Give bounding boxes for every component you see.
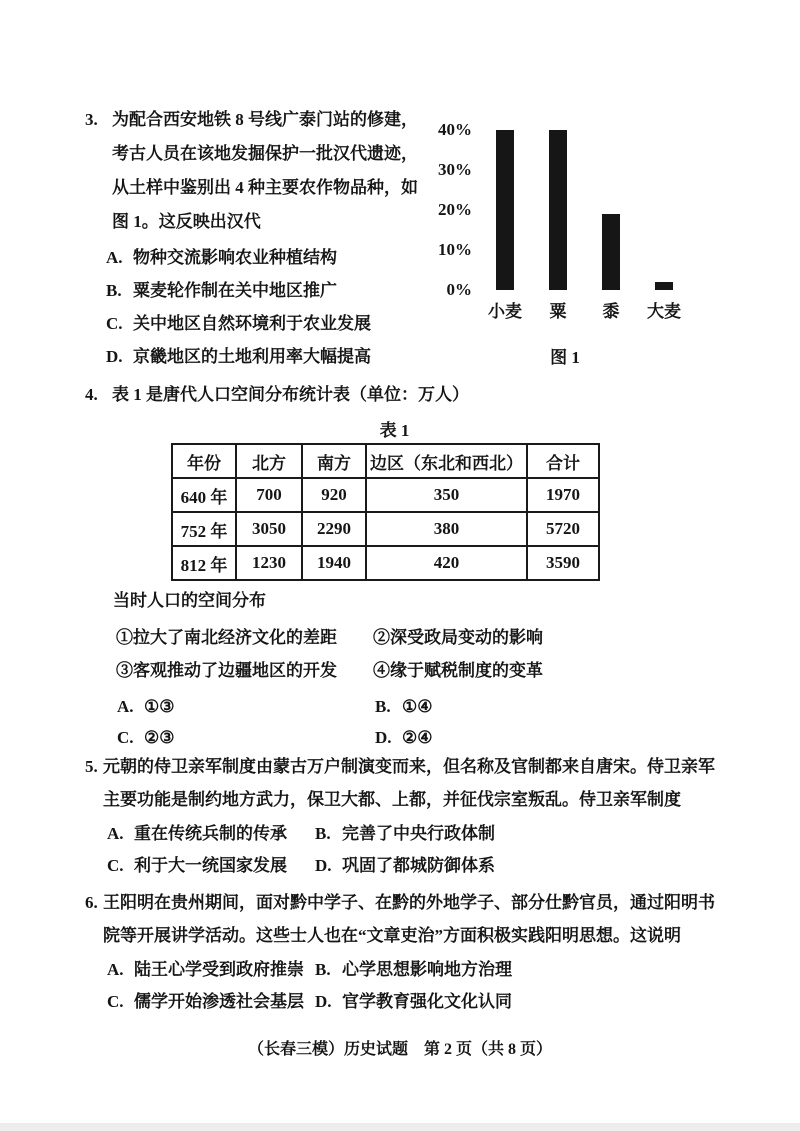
option-label: A. bbox=[117, 697, 134, 716]
q3-options bbox=[85, 241, 437, 373]
q5-stem-text-1: 元朝的侍卫亲军制度由蒙古万户制演变而来，但名称及官制都来自唐宋。侍卫亲军 bbox=[103, 757, 715, 776]
table-cell: 1970 bbox=[527, 478, 599, 512]
option-text: 重在传统兵制的传承 bbox=[134, 824, 287, 843]
q3-number: 3. bbox=[85, 110, 98, 129]
chart-bar-小麦 bbox=[496, 130, 514, 290]
q5-stem-line-1 bbox=[85, 750, 785, 783]
q6-option-b bbox=[315, 954, 785, 986]
q6-stem-text-1: 王阳明在贵州期间，面对黔中学子、在黔的外地学子、部分仕黔官员，通过阳明书 bbox=[103, 893, 715, 912]
q6-option-a bbox=[107, 954, 315, 986]
option-text: 京畿地区的土地利用率大幅提高 bbox=[133, 347, 371, 366]
option-label: C. bbox=[107, 992, 124, 1011]
table-cell: 5720 bbox=[527, 512, 599, 546]
q5-stem-line-2: 主要功能是制约地方武力，保卫大都、上都，并征伐宗室叛乱。侍卫亲军制度 bbox=[103, 790, 681, 809]
option-text: 粟麦轮作制在关中地区推广 bbox=[133, 281, 337, 300]
x-axis-label: 小麦 bbox=[488, 302, 522, 321]
question-5 bbox=[85, 750, 785, 882]
option-text: 巩固了都城防御体系 bbox=[342, 856, 495, 875]
option-text: 关中地区自然环境利于农业发展 bbox=[133, 314, 371, 333]
option-label: D. bbox=[315, 856, 332, 875]
table-header-cell: 年份 bbox=[172, 444, 236, 478]
q6-stem-line-2: 院等开展讲学活动。这些士人也在“文章吏治”方面积极实践阳明思想。这说明 bbox=[103, 926, 681, 945]
table-cell: 752 年 bbox=[172, 512, 236, 546]
option-text: 儒学开始渗透社会基层 bbox=[134, 992, 304, 1011]
table-row bbox=[172, 478, 599, 512]
q3-option-a bbox=[106, 241, 437, 274]
chart-plot bbox=[432, 110, 732, 321]
q4-options bbox=[85, 691, 765, 753]
q3-stem-text-1: 为配合西安地铁 8 号线广泰门站的修建， bbox=[112, 110, 418, 129]
q4-number: 4. bbox=[85, 385, 98, 404]
table-cell: 3050 bbox=[236, 512, 302, 546]
option-text: ②③ bbox=[144, 728, 175, 747]
statement-4: ④缘于赋税制度的变革 bbox=[373, 661, 543, 680]
table-cell: 3590 bbox=[527, 546, 599, 580]
option-label: A. bbox=[107, 824, 124, 843]
q5-option-a bbox=[107, 818, 315, 850]
chart-caption: 图 1 bbox=[550, 348, 580, 367]
option-label: C. bbox=[117, 728, 134, 747]
q6-options bbox=[85, 954, 785, 1018]
q4-stem-line bbox=[85, 383, 765, 407]
x-axis-label: 黍 bbox=[602, 302, 620, 321]
q6-option-d bbox=[315, 986, 785, 1018]
y-axis-tick-label: 40% bbox=[438, 120, 472, 139]
option-label: D. bbox=[375, 728, 392, 747]
option-text: 官学教育强化文化认同 bbox=[342, 992, 512, 1011]
chart-bar-粟 bbox=[549, 130, 567, 290]
scan-edge-shadow bbox=[0, 1123, 800, 1131]
option-label: D. bbox=[315, 992, 332, 1011]
question-4 bbox=[85, 383, 765, 753]
table-1-caption: 表 1 bbox=[379, 421, 410, 440]
table-cell: 920 bbox=[302, 478, 366, 512]
question-6 bbox=[85, 886, 785, 1018]
table-cell: 700 bbox=[236, 478, 302, 512]
table-cell: 380 bbox=[366, 512, 527, 546]
table-header-cell: 北方 bbox=[236, 444, 302, 478]
table-header-cell: 合计 bbox=[527, 444, 599, 478]
option-label: C. bbox=[106, 314, 123, 333]
table-cell: 2290 bbox=[302, 512, 366, 546]
chart-bar-大麦 bbox=[655, 282, 673, 290]
option-label: B. bbox=[375, 697, 391, 716]
option-label: B. bbox=[315, 824, 331, 843]
table-row bbox=[172, 546, 599, 580]
q6-number: 6. bbox=[85, 893, 98, 912]
q4-stem-text: 表 1 是唐代人口空间分布统计表（单位：万人） bbox=[112, 385, 469, 404]
option-label: B. bbox=[315, 960, 331, 979]
y-axis-tick-label: 10% bbox=[438, 240, 472, 259]
x-axis-label: 大麦 bbox=[647, 302, 681, 321]
y-axis-tick-label: 0% bbox=[446, 280, 472, 299]
q3-option-b bbox=[106, 274, 437, 307]
q4-option-a bbox=[117, 691, 375, 722]
option-label: C. bbox=[107, 856, 124, 875]
q5-options bbox=[85, 818, 785, 882]
q4-statements bbox=[85, 621, 765, 687]
q5-number: 5. bbox=[85, 757, 98, 776]
q5-option-d bbox=[315, 850, 785, 882]
table-cell: 640 年 bbox=[172, 478, 236, 512]
q4-option-c bbox=[117, 722, 375, 753]
x-axis-label: 粟 bbox=[549, 302, 567, 321]
statement-2: ②深受政局变动的影响 bbox=[373, 628, 543, 647]
q3-stem-line-1 bbox=[85, 103, 437, 137]
q3-stem-line-4: 图 1。这反映出汉代 bbox=[112, 212, 261, 231]
q3-option-d bbox=[106, 340, 437, 373]
option-text: 利于大一统国家发展 bbox=[134, 856, 287, 875]
table-header-cell: 南方 bbox=[302, 444, 366, 478]
option-text: 完善了中央行政体制 bbox=[342, 824, 495, 843]
option-text: 物种交流影响农业种植结构 bbox=[133, 248, 337, 267]
q4-option-d bbox=[375, 722, 765, 753]
table-cell: 1940 bbox=[302, 546, 366, 580]
option-text: ②④ bbox=[402, 728, 433, 747]
option-text: ①③ bbox=[144, 697, 175, 716]
y-axis-tick-label: 30% bbox=[438, 160, 472, 179]
q5-option-b bbox=[315, 818, 785, 850]
table-header-row bbox=[172, 444, 599, 478]
option-label: D. bbox=[106, 347, 123, 366]
option-label: B. bbox=[106, 281, 122, 300]
q6-stem-line-1 bbox=[85, 886, 785, 919]
option-text: 陆王心学受到政府推崇 bbox=[134, 960, 304, 979]
option-label: A. bbox=[107, 960, 124, 979]
question-3 bbox=[85, 103, 437, 373]
figure-1-bar-chart bbox=[432, 110, 732, 380]
q3-option-c bbox=[106, 307, 437, 340]
option-label: A. bbox=[106, 248, 123, 267]
q3-stem-line-3: 从土样中鉴别出 4 种主要农作物品种，如 bbox=[112, 178, 418, 197]
chart-bar-黍 bbox=[602, 214, 620, 290]
q3-stem-line-2: 考古人员在该地发掘保护一批汉代遗迹， bbox=[112, 144, 418, 163]
table-cell: 812 年 bbox=[172, 546, 236, 580]
q6-option-c bbox=[107, 986, 315, 1018]
table-cell: 350 bbox=[366, 478, 527, 512]
table-cell: 1230 bbox=[236, 546, 302, 580]
q4-subtitle: 当时人口的空间分布 bbox=[113, 591, 266, 610]
q5-option-c bbox=[107, 850, 315, 882]
table-row bbox=[172, 512, 599, 546]
option-text: 心学思想影响地方治理 bbox=[342, 960, 512, 979]
table-header-cell: 边区（东北和西北） bbox=[366, 444, 527, 478]
statement-1: ①拉大了南北经济文化的差距 bbox=[116, 628, 337, 647]
statement-3: ③客观推动了边疆地区的开发 bbox=[116, 661, 337, 680]
y-axis-tick-label: 20% bbox=[438, 200, 472, 219]
option-text: ①④ bbox=[402, 697, 433, 716]
table-cell: 420 bbox=[366, 546, 527, 580]
q4-option-b bbox=[375, 691, 765, 722]
page-footer: （长春三模）历史试题 第 2 页（共 8 页） bbox=[247, 1041, 552, 1058]
population-table bbox=[171, 443, 600, 581]
